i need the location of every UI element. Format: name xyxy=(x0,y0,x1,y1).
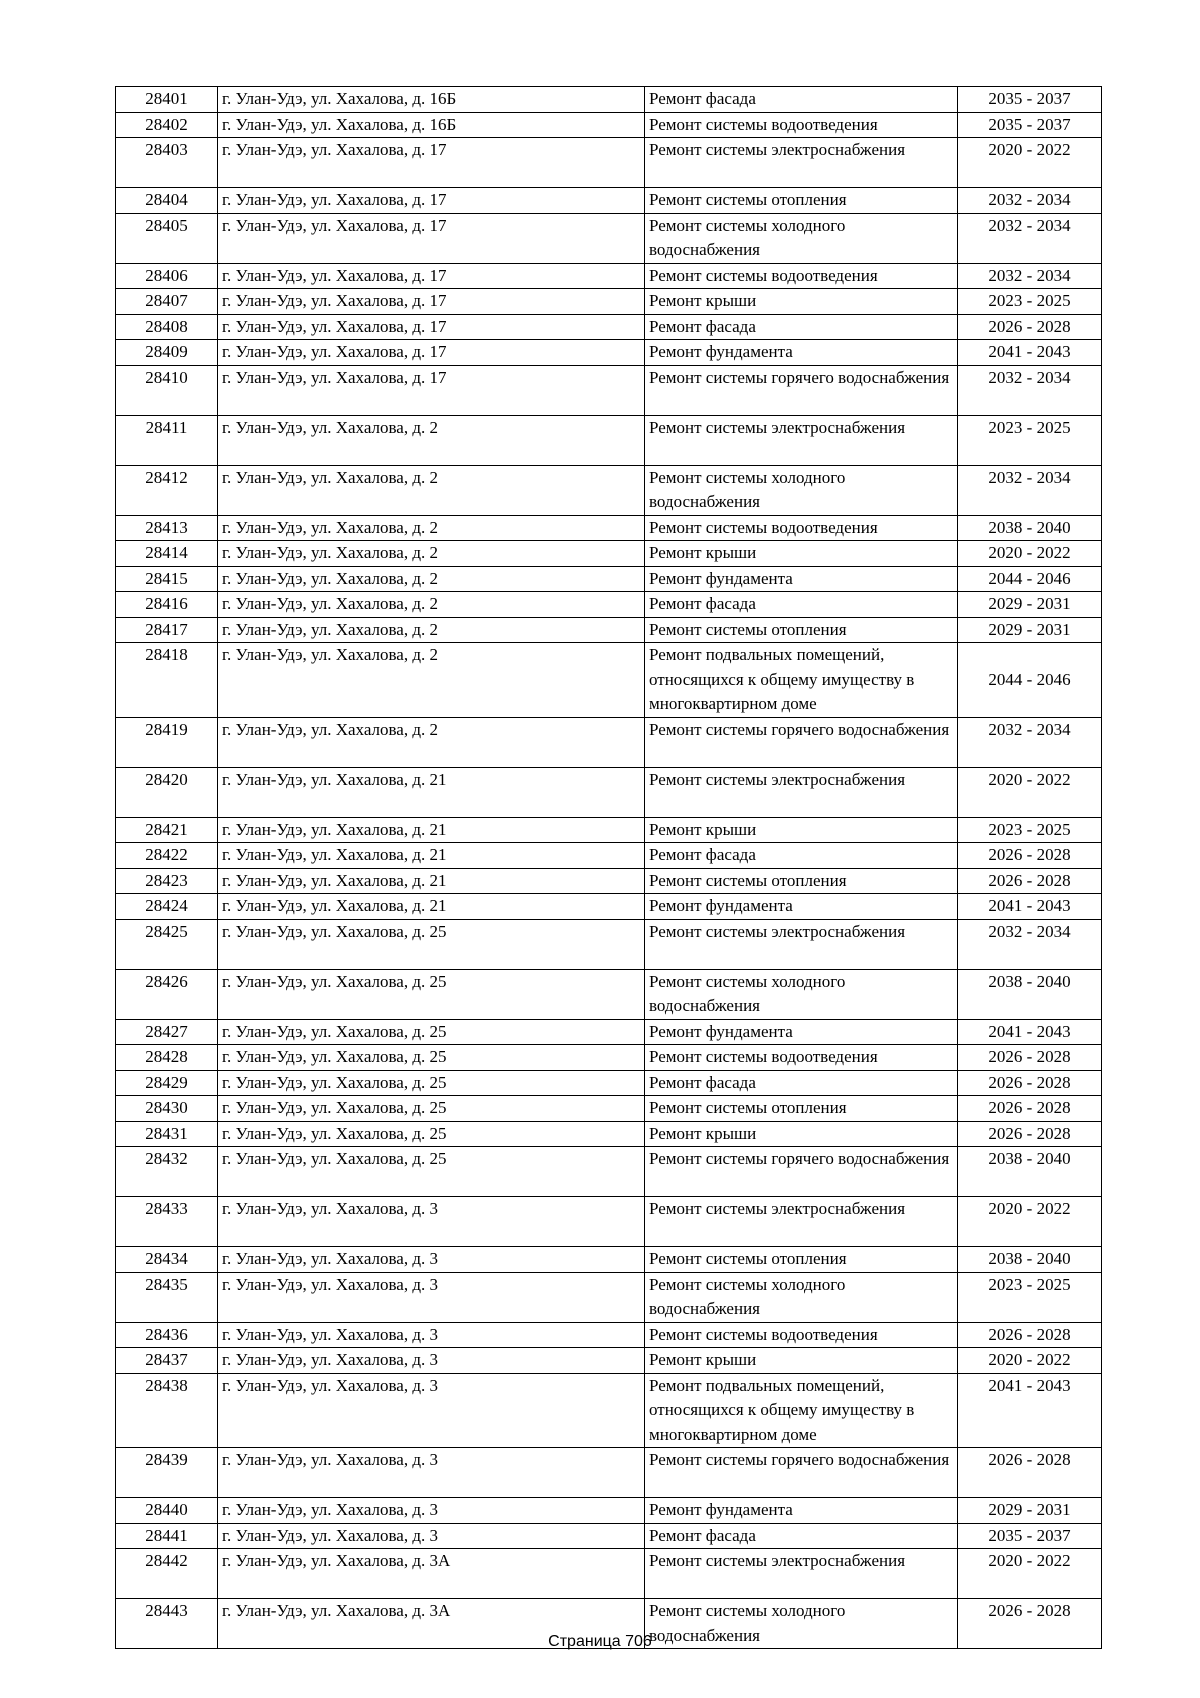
address-cell: г. Улан-Удэ, ул. Хахалова, д. 25 xyxy=(218,1147,645,1197)
table-row xyxy=(116,1147,1102,1197)
page-number: Страница 706 xyxy=(548,1633,652,1650)
address-cell: г. Улан-Удэ, ул. Хахалова, д. 17 xyxy=(218,263,645,289)
table-row xyxy=(116,1019,1102,1045)
address-cell: г. Улан-Удэ, ул. Хахалова, д. 2 xyxy=(218,592,645,618)
row-number-cell: 28403 xyxy=(116,138,218,188)
address-cell: г. Улан-Удэ, ул. Хахалова, д. 17 xyxy=(218,289,645,315)
work-type-cell: Ремонт фундамента xyxy=(645,340,958,366)
row-number-cell: 28415 xyxy=(116,566,218,592)
row-number-cell: 28419 xyxy=(116,717,218,767)
address-cell: г. Улан-Удэ, ул. Хахалова, д. 2 xyxy=(218,566,645,592)
row-number-cell: 28437 xyxy=(116,1348,218,1374)
address-cell: г. Улан-Удэ, ул. Хахалова, д. 25 xyxy=(218,1070,645,1096)
work-type-cell: Ремонт системы электроснабжения xyxy=(645,415,958,465)
work-type-cell: Ремонт системы отопления xyxy=(645,1247,958,1273)
work-type-cell: Ремонт системы холодного водоснабжения xyxy=(645,969,958,1019)
period-cell: 2044 - 2046 xyxy=(958,566,1102,592)
row-number-cell: 28416 xyxy=(116,592,218,618)
period-cell: 2032 - 2034 xyxy=(958,717,1102,767)
row-number-cell: 28408 xyxy=(116,314,218,340)
table-row xyxy=(116,112,1102,138)
period-cell: 2020 - 2022 xyxy=(958,1549,1102,1599)
period-cell: 2020 - 2022 xyxy=(958,541,1102,567)
period-cell: 2023 - 2025 xyxy=(958,1272,1102,1322)
address-cell: г. Улан-Удэ, ул. Хахалова, д. 2 xyxy=(218,465,645,515)
table-row xyxy=(116,868,1102,894)
address-cell: г. Улан-Удэ, ул. Хахалова, д. 21 xyxy=(218,843,645,869)
table-row xyxy=(116,1373,1102,1448)
address-cell: г. Улан-Удэ, ул. Хахалова, д. 3 xyxy=(218,1272,645,1322)
work-type-cell: Ремонт системы водоотведения xyxy=(645,515,958,541)
period-cell: 2026 - 2028 xyxy=(958,1448,1102,1498)
row-number-cell: 28442 xyxy=(116,1549,218,1599)
work-type-cell: Ремонт системы отопления xyxy=(645,1096,958,1122)
row-number-cell: 28418 xyxy=(116,643,218,718)
row-number-cell: 28440 xyxy=(116,1498,218,1524)
repair-schedule-table xyxy=(115,86,1102,1649)
address-cell: г. Улан-Удэ, ул. Хахалова, д. 16Б xyxy=(218,112,645,138)
address-cell: г. Улан-Удэ, ул. Хахалова, д. 25 xyxy=(218,1019,645,1045)
work-type-cell: Ремонт системы водоотведения xyxy=(645,1322,958,1348)
work-type-cell: Ремонт системы горячего водоснабжения xyxy=(645,717,958,767)
address-cell: г. Улан-Удэ, ул. Хахалова, д. 21 xyxy=(218,868,645,894)
row-number-cell: 28423 xyxy=(116,868,218,894)
period-cell: 2020 - 2022 xyxy=(958,767,1102,817)
table-row xyxy=(116,717,1102,767)
table-row xyxy=(116,1549,1102,1599)
work-type-cell: Ремонт системы холодного водоснабжения xyxy=(645,213,958,263)
period-cell: 2032 - 2034 xyxy=(958,919,1102,969)
period-cell: 2032 - 2034 xyxy=(958,365,1102,415)
period-cell: 2026 - 2028 xyxy=(958,1045,1102,1071)
period-cell: 2035 - 2037 xyxy=(958,87,1102,113)
row-number-cell: 28420 xyxy=(116,767,218,817)
period-cell: 2023 - 2025 xyxy=(958,415,1102,465)
address-cell: г. Улан-Удэ, ул. Хахалова, д. 21 xyxy=(218,894,645,920)
work-type-cell: Ремонт крыши xyxy=(645,289,958,315)
table-row xyxy=(116,188,1102,214)
work-type-cell: Ремонт системы отопления xyxy=(645,617,958,643)
address-cell: г. Улан-Удэ, ул. Хахалова, д. 17 xyxy=(218,314,645,340)
period-cell: 2026 - 2028 xyxy=(958,1121,1102,1147)
work-type-cell: Ремонт фундамента xyxy=(645,566,958,592)
row-number-cell: 28425 xyxy=(116,919,218,969)
table-row xyxy=(116,340,1102,366)
row-number-cell: 28439 xyxy=(116,1448,218,1498)
work-type-cell: Ремонт системы холодного водоснабжения xyxy=(645,465,958,515)
row-number-cell: 28433 xyxy=(116,1197,218,1247)
work-type-cell: Ремонт фундамента xyxy=(645,1498,958,1524)
row-number-cell: 28427 xyxy=(116,1019,218,1045)
period-cell: 2020 - 2022 xyxy=(958,138,1102,188)
work-type-cell: Ремонт фасада xyxy=(645,592,958,618)
work-type-cell: Ремонт системы отопления xyxy=(645,188,958,214)
work-type-cell: Ремонт крыши xyxy=(645,1348,958,1374)
row-number-cell: 28431 xyxy=(116,1121,218,1147)
work-type-cell: Ремонт фундамента xyxy=(645,1019,958,1045)
period-cell: 2026 - 2028 xyxy=(958,1322,1102,1348)
row-number-cell: 28432 xyxy=(116,1147,218,1197)
work-type-cell: Ремонт крыши xyxy=(645,541,958,567)
table-row xyxy=(116,817,1102,843)
row-number-cell: 28421 xyxy=(116,817,218,843)
address-cell: г. Улан-Удэ, ул. Хахалова, д. 2 xyxy=(218,415,645,465)
row-number-cell: 28435 xyxy=(116,1272,218,1322)
address-cell: г. Улан-Удэ, ул. Хахалова, д. 2 xyxy=(218,717,645,767)
table-row xyxy=(116,894,1102,920)
period-cell: 2026 - 2028 xyxy=(958,1599,1102,1649)
period-cell: 2026 - 2028 xyxy=(958,314,1102,340)
row-number-cell: 28401 xyxy=(116,87,218,113)
work-type-cell: Ремонт крыши xyxy=(645,1121,958,1147)
table-row xyxy=(116,843,1102,869)
work-type-cell: Ремонт системы холодного водоснабжения xyxy=(645,1599,958,1649)
table-row xyxy=(116,617,1102,643)
period-cell: 2026 - 2028 xyxy=(958,868,1102,894)
period-cell: 2032 - 2034 xyxy=(958,465,1102,515)
row-number-cell: 28410 xyxy=(116,365,218,415)
work-type-cell: Ремонт системы горячего водоснабжения xyxy=(645,1147,958,1197)
work-type-cell: Ремонт системы электроснабжения xyxy=(645,1549,958,1599)
table-row xyxy=(116,1322,1102,1348)
address-cell: г. Улан-Удэ, ул. Хахалова, д. 3 xyxy=(218,1448,645,1498)
table-row xyxy=(116,465,1102,515)
row-number-cell: 28406 xyxy=(116,263,218,289)
row-number-cell: 28443 xyxy=(116,1599,218,1649)
address-cell: г. Улан-Удэ, ул. Хахалова, д. 2 xyxy=(218,541,645,567)
work-type-cell: Ремонт системы водоотведения xyxy=(645,112,958,138)
period-cell: 2044 - 2046 xyxy=(958,643,1102,718)
period-cell: 2026 - 2028 xyxy=(958,1070,1102,1096)
row-number-cell: 28411 xyxy=(116,415,218,465)
table-row xyxy=(116,1448,1102,1498)
table-row xyxy=(116,289,1102,315)
period-cell: 2032 - 2034 xyxy=(958,263,1102,289)
period-cell: 2026 - 2028 xyxy=(958,843,1102,869)
row-number-cell: 28434 xyxy=(116,1247,218,1273)
address-cell: г. Улан-Удэ, ул. Хахалова, д. 3 xyxy=(218,1523,645,1549)
address-cell: г. Улан-Удэ, ул. Хахалова, д. 25 xyxy=(218,969,645,1019)
work-type-cell: Ремонт фундамента xyxy=(645,894,958,920)
table-body xyxy=(116,87,1102,1649)
work-type-cell: Ремонт фасада xyxy=(645,1523,958,1549)
work-type-cell: Ремонт фасада xyxy=(645,87,958,113)
table-row xyxy=(116,515,1102,541)
row-number-cell: 28422 xyxy=(116,843,218,869)
row-number-cell: 28402 xyxy=(116,112,218,138)
table-row xyxy=(116,1498,1102,1524)
period-cell: 2029 - 2031 xyxy=(958,617,1102,643)
address-cell: г. Улан-Удэ, ул. Хахалова, д. 25 xyxy=(218,1096,645,1122)
period-cell: 2029 - 2031 xyxy=(958,1498,1102,1524)
period-cell: 2032 - 2034 xyxy=(958,213,1102,263)
address-cell: г. Улан-Удэ, ул. Хахалова, д. 16Б xyxy=(218,87,645,113)
address-cell: г. Улан-Удэ, ул. Хахалова, д. 3 xyxy=(218,1322,645,1348)
table-row xyxy=(116,415,1102,465)
period-cell: 2035 - 2037 xyxy=(958,112,1102,138)
address-cell: г. Улан-Удэ, ул. Хахалова, д. 3 xyxy=(218,1197,645,1247)
period-cell: 2023 - 2025 xyxy=(958,817,1102,843)
row-number-cell: 28430 xyxy=(116,1096,218,1122)
table-row xyxy=(116,1197,1102,1247)
table-row xyxy=(116,365,1102,415)
table-row xyxy=(116,213,1102,263)
work-type-cell: Ремонт подвальных помещений, относящихся к общему имуществу в многоквартирном доме xyxy=(645,643,958,718)
address-cell: г. Улан-Удэ, ул. Хахалова, д. 17 xyxy=(218,213,645,263)
period-cell: 2020 - 2022 xyxy=(958,1197,1102,1247)
row-number-cell: 28429 xyxy=(116,1070,218,1096)
period-cell: 2041 - 2043 xyxy=(958,1373,1102,1448)
address-cell: г. Улан-Удэ, ул. Хахалова, д. 17 xyxy=(218,138,645,188)
work-type-cell: Ремонт фасада xyxy=(645,314,958,340)
row-number-cell: 28409 xyxy=(116,340,218,366)
work-type-cell: Ремонт системы отопления xyxy=(645,868,958,894)
table-row xyxy=(116,1348,1102,1374)
row-number-cell: 28438 xyxy=(116,1373,218,1448)
address-cell: г. Улан-Удэ, ул. Хахалова, д. 21 xyxy=(218,817,645,843)
table-row xyxy=(116,1272,1102,1322)
table-row xyxy=(116,1121,1102,1147)
table-row xyxy=(116,1070,1102,1096)
row-number-cell: 28417 xyxy=(116,617,218,643)
work-type-cell: Ремонт фасада xyxy=(645,843,958,869)
row-number-cell: 28405 xyxy=(116,213,218,263)
row-number-cell: 28426 xyxy=(116,969,218,1019)
table-row xyxy=(116,566,1102,592)
work-type-cell: Ремонт системы электроснабжения xyxy=(645,138,958,188)
period-cell: 2020 - 2022 xyxy=(958,1348,1102,1374)
row-number-cell: 28424 xyxy=(116,894,218,920)
table-row xyxy=(116,969,1102,1019)
table-row xyxy=(116,87,1102,113)
period-cell: 2041 - 2043 xyxy=(958,1019,1102,1045)
work-type-cell: Ремонт системы электроснабжения xyxy=(645,767,958,817)
period-cell: 2038 - 2040 xyxy=(958,515,1102,541)
table-row xyxy=(116,919,1102,969)
table-row xyxy=(116,1247,1102,1273)
work-type-cell: Ремонт системы горячего водоснабжения xyxy=(645,1448,958,1498)
table-row xyxy=(116,541,1102,567)
table-row xyxy=(116,314,1102,340)
period-cell: 2029 - 2031 xyxy=(958,592,1102,618)
address-cell: г. Улан-Удэ, ул. Хахалова, д. 3А xyxy=(218,1599,645,1649)
table-row xyxy=(116,138,1102,188)
address-cell: г. Улан-Удэ, ул. Хахалова, д. 3 xyxy=(218,1373,645,1448)
work-type-cell: Ремонт системы холодного водоснабжения xyxy=(645,1272,958,1322)
address-cell: г. Улан-Удэ, ул. Хахалова, д. 2 xyxy=(218,643,645,718)
row-number-cell: 28407 xyxy=(116,289,218,315)
address-cell: г. Улан-Удэ, ул. Хахалова, д. 17 xyxy=(218,365,645,415)
period-cell: 2041 - 2043 xyxy=(958,894,1102,920)
table-row xyxy=(116,263,1102,289)
period-cell: 2023 - 2025 xyxy=(958,289,1102,315)
table-row xyxy=(116,1096,1102,1122)
address-cell: г. Улан-Удэ, ул. Хахалова, д. 3 xyxy=(218,1348,645,1374)
row-number-cell: 28441 xyxy=(116,1523,218,1549)
row-number-cell: 28414 xyxy=(116,541,218,567)
period-cell: 2026 - 2028 xyxy=(958,1096,1102,1122)
work-type-cell: Ремонт крыши xyxy=(645,817,958,843)
row-number-cell: 28404 xyxy=(116,188,218,214)
address-cell: г. Улан-Удэ, ул. Хахалова, д. 25 xyxy=(218,1045,645,1071)
period-cell: 2035 - 2037 xyxy=(958,1523,1102,1549)
period-cell: 2041 - 2043 xyxy=(958,340,1102,366)
address-cell: г. Улан-Удэ, ул. Хахалова, д. 3 xyxy=(218,1498,645,1524)
address-cell: г. Улан-Удэ, ул. Хахалова, д. 17 xyxy=(218,188,645,214)
work-type-cell: Ремонт системы водоотведения xyxy=(645,1045,958,1071)
address-cell: г. Улан-Удэ, ул. Хахалова, д. 2 xyxy=(218,617,645,643)
table-row xyxy=(116,643,1102,718)
row-number-cell: 28413 xyxy=(116,515,218,541)
period-cell: 2038 - 2040 xyxy=(958,969,1102,1019)
address-cell: г. Улан-Удэ, ул. Хахалова, д. 25 xyxy=(218,1121,645,1147)
row-number-cell: 28412 xyxy=(116,465,218,515)
address-cell: г. Улан-Удэ, ул. Хахалова, д. 21 xyxy=(218,767,645,817)
row-number-cell: 28428 xyxy=(116,1045,218,1071)
work-type-cell: Ремонт подвальных помещений, относящихся к общему имуществу в многоквартирном доме xyxy=(645,1373,958,1448)
address-cell: г. Улан-Удэ, ул. Хахалова, д. 3 xyxy=(218,1247,645,1273)
address-cell: г. Улан-Удэ, ул. Хахалова, д. 2 xyxy=(218,515,645,541)
table-row xyxy=(116,592,1102,618)
address-cell: г. Улан-Удэ, ул. Хахалова, д. 17 xyxy=(218,340,645,366)
table-row xyxy=(116,1045,1102,1071)
table-row xyxy=(116,1523,1102,1549)
address-cell: г. Улан-Удэ, ул. Хахалова, д. 25 xyxy=(218,919,645,969)
work-type-cell: Ремонт фасада xyxy=(645,1070,958,1096)
period-cell: 2038 - 2040 xyxy=(958,1247,1102,1273)
work-type-cell: Ремонт системы горячего водоснабжения xyxy=(645,365,958,415)
row-number-cell: 28436 xyxy=(116,1322,218,1348)
period-cell: 2032 - 2034 xyxy=(958,188,1102,214)
table-row xyxy=(116,767,1102,817)
work-type-cell: Ремонт системы водоотведения xyxy=(645,263,958,289)
work-type-cell: Ремонт системы электроснабжения xyxy=(645,1197,958,1247)
period-cell: 2038 - 2040 xyxy=(958,1147,1102,1197)
work-type-cell: Ремонт системы электроснабжения xyxy=(645,919,958,969)
address-cell: г. Улан-Удэ, ул. Хахалова, д. 3А xyxy=(218,1549,645,1599)
